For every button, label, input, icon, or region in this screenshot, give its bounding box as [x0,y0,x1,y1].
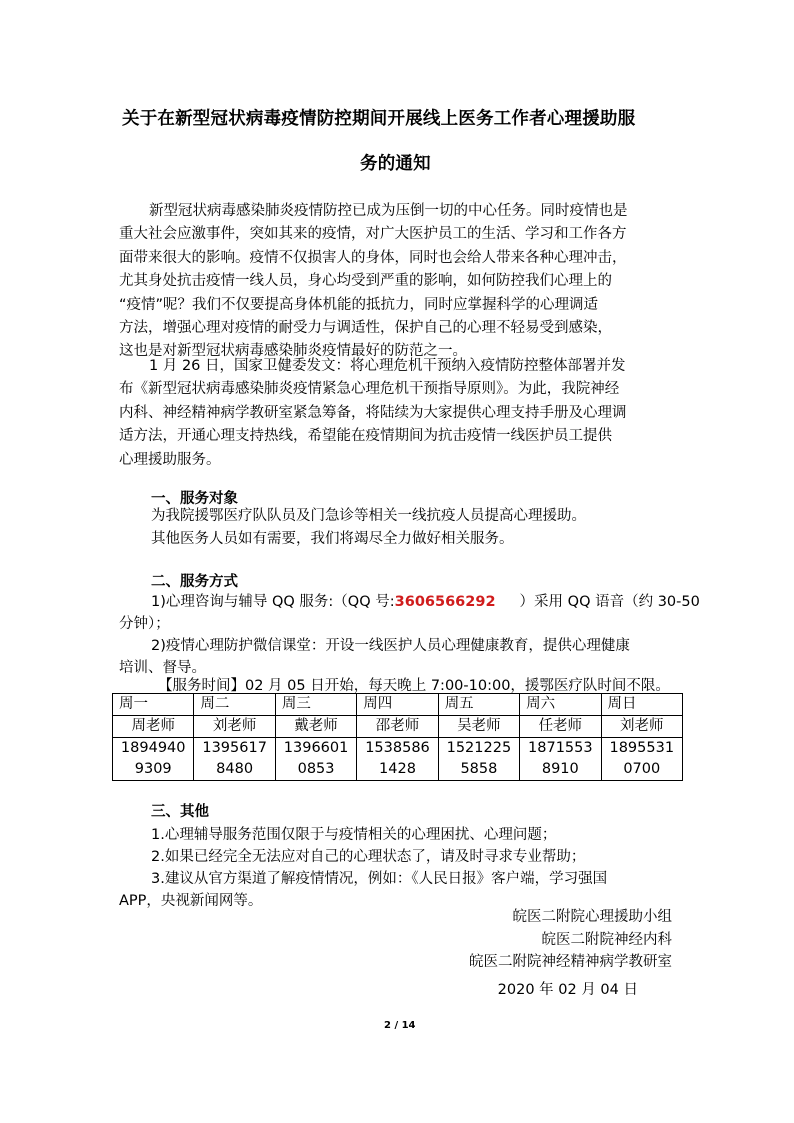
notice-line: 适方法，开通心理支持热线，希望能在疫情期间为抗击疫情一线医护员工提供 [119,428,612,445]
schedule-table [112,693,683,781]
phone-cell: 13956178480 [194,738,275,781]
qq-number: 3606566292 [394,594,496,610]
service-time: 【服务时间】02 月 05 日开始，每天晚上 7:00-10:00，援鄂医疗队时间不限。 [158,678,670,694]
signature-date: 2020 年 02 月 04 日 [497,982,638,998]
intro-paragraph [119,200,628,364]
signature-org-3: 皖医二附院神经精神病学教研室 [469,954,672,970]
phone-cell: 18715538910 [520,738,601,781]
intro-line: 重大社会应激事件，突如其来的疫情，对广大医护员工的生活、学习和工作各方 [119,226,627,243]
teacher-cell: 刘老师 [601,716,682,738]
notice-line: 内科、神经精神病学教研室紧急筹备，将陆续为大家提供心理支持手册及心理调 [119,404,627,421]
notice-line: 布《新型冠状病毒感染肺炎疫情紧急心理危机干预指导原则》。为此，我院神经 [119,381,620,398]
teacher-cell: 周老师 [113,716,194,738]
section-heading-service-target: 一、服务对象 [151,491,238,507]
signature-org-2: 皖医二附院神经内科 [541,932,672,948]
other-item-3: 3.建议从官方渠道了解疫情情况，例如：《人民日报》客户端，学习强国 [151,871,608,887]
phone-cell: 15212255858 [438,738,519,781]
other-item-2: 2.如果已经完全无法应对自己的心理状态了，请及时寻求专业帮助； [151,849,586,865]
intro-line: 方法，增强心理对疫情的耐受力与调适性，保护自己的心理不轻易受到感染， [119,320,612,337]
phone-cell: 13966010853 [275,738,356,781]
schedule-phones-row [113,738,683,781]
day-cell: 周五 [438,694,519,716]
schedule-days-row [113,694,683,716]
intro-line: 面带来很大的影响。疫情不仅损害人的身体，同时也会给人带来各种心理冲击， [119,249,627,266]
phone-cell: 18949409309 [113,738,194,781]
intro-line: 新型冠状病毒感染肺炎疫情防控已成为压倒一切的中心任务。同时疫情也是 [149,203,628,219]
day-cell: 周二 [194,694,275,716]
phone-cell: 15385861428 [357,738,438,781]
intro-line: 这也是对新型冠状病毒感染肺炎疫情最好的防范之一。 [119,343,467,360]
section-heading-other: 三、其他 [151,804,209,820]
qq-service-prefix: 1)心理咨询与辅导 QQ 服务:（QQ 号: [151,594,395,610]
notice-line: 1 月 26 日，国家卫健委发文：将心理危机干预纳入疫情防控整体部署并发 [149,358,626,374]
qq-service-suffix: ）采用 QQ 语音（约 30-50 [519,594,700,610]
notice-paragraph [119,355,627,472]
service-target-line: 其他医务人员如有需要，我们将竭尽全力做好相关服务。 [151,531,514,548]
qq-service-line [151,590,700,611]
teacher-cell: 吴老师 [438,716,519,738]
service-target-text [151,505,586,552]
page-title-continued: 务的通知 [360,154,431,174]
intro-line: 尤其身处抗击疫情一线人员，身心均受到严重的影响，如何防控我们心理上的 [119,273,612,290]
day-cell: 周日 [601,694,682,716]
teacher-cell: 戴老师 [275,716,356,738]
teacher-cell: 任老师 [520,716,601,738]
day-cell: 周六 [520,694,601,716]
other-item-1: 1.心理辅导服务范围仅限于与疫情相关的心理困扰、心理问题； [151,827,557,843]
day-cell: 周一 [113,694,194,716]
day-cell: 周四 [357,694,438,716]
schedule-teachers-row [113,716,683,738]
page-number: 2 / 14 [384,1020,416,1031]
page-title: 关于在新型冠状病毒疫情防控期间开展线上医务工作者心理援助服 [122,109,636,129]
wechat-class-line-2: 培训、督导。 [119,660,206,676]
qq-service-line-2: 分钟）； [119,616,170,632]
day-cell: 周三 [275,694,356,716]
intro-line: “疫情”呢？我们不仅要提高身体机能的抵抗力，同时应掌握科学的心理调适 [119,296,599,313]
signature-org-1: 皖医二附院心理援助小组 [512,909,672,925]
other-item-3-continued: APP，央视新闻网等。 [119,893,263,909]
notice-line: 心理援助服务。 [119,451,221,468]
teacher-cell: 邵老师 [357,716,438,738]
section-heading-service-method: 二、服务方式 [151,574,238,590]
service-target-line: 为我院援鄂医疗队队员及门急诊等相关一线抗疫人员提高心理援助。 [151,508,586,524]
wechat-class-line: 2)疫情心理防护微信课堂：开设一线医护人员心理健康教育，提供心理健康 [151,638,630,654]
phone-cell: 18955310700 [601,738,682,781]
teacher-cell: 刘老师 [194,716,275,738]
